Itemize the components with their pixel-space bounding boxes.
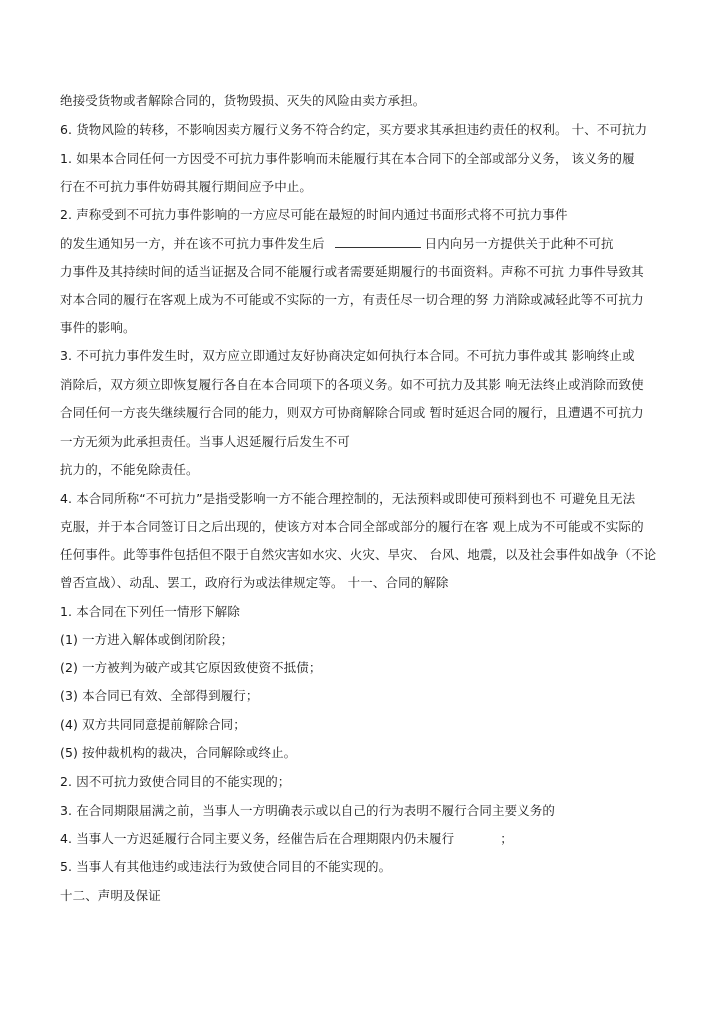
text-line: 事件的影响。	[60, 320, 136, 335]
text-line: 3. 不可抗力事件发生时，双方应立即通过友好协商决定如何执行本合同。不可抗力事件或其 影响终止或	[60, 348, 635, 363]
text-line: 对本合同的履行在客观上成为不可能或不实际的一方，有责任尽一切合理的努 力消除或减轻此等不可抗力	[60, 292, 644, 307]
text-line: 1. 如果本合同任何一方因受不可抗力事件影响而未能履行其在本合同下的全部或部分义务， 该义务的履	[60, 151, 635, 166]
text-line: 抗力的，不能免除责任。	[60, 462, 199, 477]
text-line: 1. 本合同在下列任一情形下解除	[60, 604, 241, 619]
text-line	[60, 831, 660, 847]
text-line: 6. 货物风险的转移，不影响因卖方履行义务不符合约定，买方要求其承担违约责任的权利。 十、不可抗力	[60, 122, 648, 137]
text-line: (5) 按仲裁机构的裁决，合同解除或终止。	[60, 745, 297, 760]
text-line: 3. 在合同期限届满之前，当事人一方明确表示或以自己的行为表明不履行合同主要义务的	[60, 803, 556, 818]
text-line: (4) 双方共同同意提前解除合同；	[60, 717, 246, 732]
text-line: 消除后，双方须立即恢复履行各自在本合同项下的各项义务。如不可抗力及其影 响无法终止或消除而致使	[60, 377, 644, 392]
text-line	[60, 236, 660, 252]
text-segment: 的发生通知另一方，并在该不可抗力事件发生后	[60, 236, 325, 251]
fill-in-blank	[335, 238, 421, 248]
text-line: 合同任何一方丧失继续履行合同的能力，则双方可协商解除合同或 暂时延迟合同的履行，且遭遇不可抗力	[60, 405, 644, 420]
text-segment: 日内向另一方提供关于此种不可抗	[424, 236, 614, 251]
section-heading: 十二、声明及保证	[60, 888, 161, 903]
text-line: 行在不可抗力事件妨碍其履行期间应予中止。	[60, 179, 313, 194]
text-line: 2. 声称受到不可抗力事件影响的一方应尽可能在最短的时间内通过书面形式将不可抗力事件	[60, 207, 568, 222]
text-line: 绝接受货物或者解除合同的，货物毁损、灭失的风险由卖方承担。	[60, 93, 426, 108]
text-segment: ；	[500, 831, 513, 846]
text-line: 曾否宣战）、动乱、罢工，政府行为或法律规定等。 十一、合同的解除	[60, 575, 449, 590]
text-line: (1) 一方进入解体或倒闭阶段；	[60, 632, 234, 647]
text-line: 5. 当事人有其他违约或违法行为致使合同目的不能实现的。	[60, 859, 392, 874]
text-line: 2. 因不可抗力致使合同目的不能实现的；	[60, 774, 291, 789]
text-line: (3) 本合同已有效、全部得到履行；	[60, 688, 259, 703]
text-line: (2) 一方被判为破产或其它原因致使资不抵债；	[60, 660, 322, 675]
text-line: 4. 本合同所称“不可抗力”是指受影响一方不能合理控制的，无法预料或即使可预料到也不 可避免且无法	[60, 491, 636, 506]
text-line: 任何事件。此等事件包括但不限于自然灾害如水灾、火灾、旱灾、 台风、地震，以及社会事件如战争（不论	[60, 547, 657, 562]
text-line: 力事件及其持续时间的适当证据及合同不能履行或者需要延期履行的书面资料。声称不可抗 力事件导致其	[60, 264, 644, 279]
text-line: 一方无须为此承担责任。当事人迟延履行后发生不可	[60, 434, 350, 449]
text-line: 克服，并于本合同签订日之后出现的，使该方对本合同全部或部分的履行在客 观上成为不可能或不实际的	[60, 519, 644, 534]
text-segment: 4. 当事人一方迟延履行合同主要义务，经催告后在合理期限内仍未履行	[60, 831, 455, 846]
